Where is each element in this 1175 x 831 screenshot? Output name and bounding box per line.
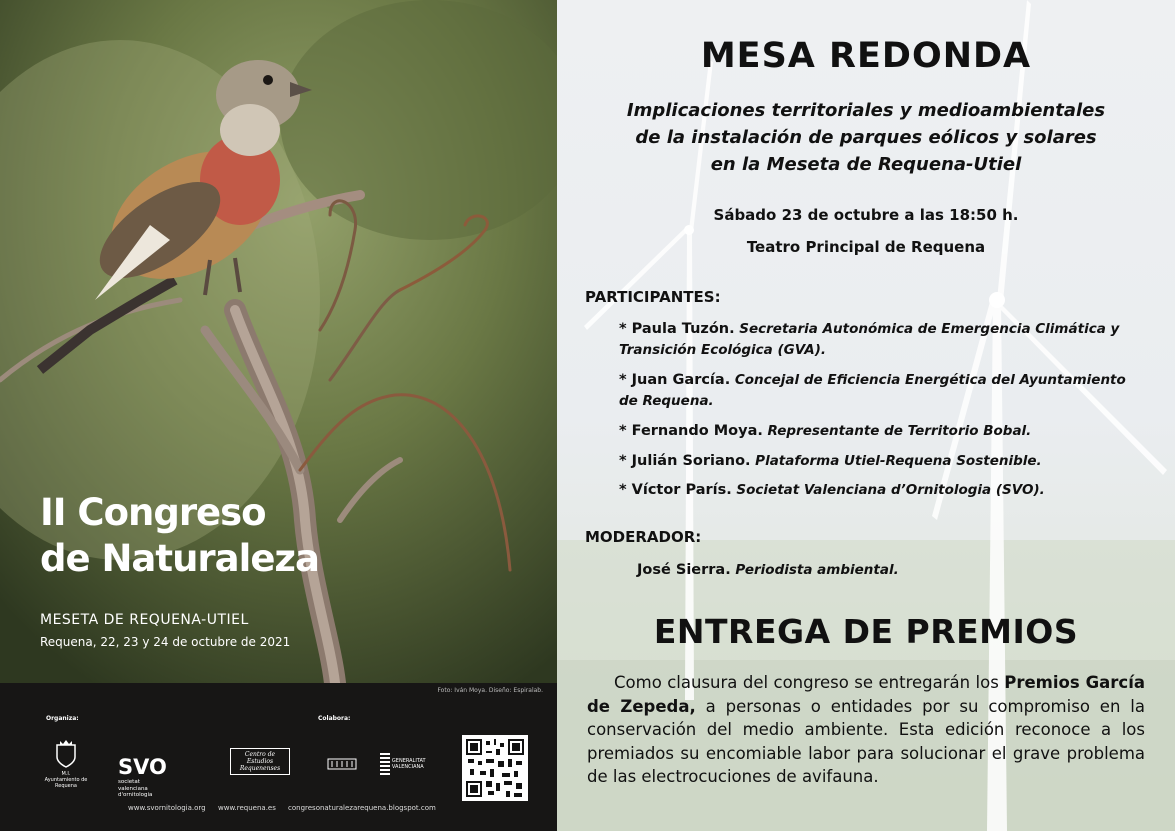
svo-mark: SVO	[118, 755, 167, 779]
premios-description	[587, 671, 1145, 789]
centro-estudios-logo	[230, 748, 290, 775]
congress-poster	[0, 0, 557, 831]
svo-logo	[118, 755, 208, 799]
mesa-subtitle-line2: de la instalación de parques eólicos y solares	[635, 127, 1097, 148]
participant-item	[619, 480, 1139, 501]
qr-code[interactable]	[462, 735, 528, 801]
url-blog[interactable]: congresonaturalezarequena.blogspot.com	[288, 804, 436, 812]
participant-item	[619, 421, 1139, 442]
moderator-name: José Sierra.	[637, 562, 731, 578]
participant-role: Representante de Territorio Bobal.	[767, 423, 1032, 439]
colabora-logo-1	[318, 756, 366, 770]
participant-item	[619, 451, 1139, 472]
premios-title: ENTREGA DE PREMIOS	[653, 612, 1079, 651]
congress-title-line1: II Congreso	[40, 491, 266, 534]
poster-footer	[0, 683, 557, 831]
participant-role: Concejal de Eficiencia Energética del Ayuntamiento de Requena.	[619, 372, 1126, 409]
colabora-label: Colabora:	[318, 715, 351, 722]
premios-text-part1: Como clausura del congreso se entregarán los	[614, 673, 1005, 692]
ayuntamiento-logo-text: M.I. Ayuntamiento de Requena	[44, 771, 88, 789]
svo-logo-text: societat valenciana d'ornitologia	[118, 779, 153, 798]
participant-item	[619, 370, 1139, 412]
participant-name: * Fernando Moya.	[619, 423, 763, 439]
organiza-label: Organiza:	[46, 715, 79, 722]
participantes-label: PARTICIPANTES:	[585, 288, 721, 306]
photo-credit: Foto: Iván Moya. Diseño: Espiralab.	[437, 687, 543, 694]
mesa-redonda-title: MESA REDONDA	[700, 36, 1032, 76]
moderador-label: MODERADOR:	[585, 528, 702, 546]
congress-dates: Requena, 22, 23 y 24 de octubre de 2021	[40, 635, 291, 649]
participant-name: * Paula Tuzón.	[619, 321, 735, 337]
generalitat-logo-text: GENERALITAT VALENCIANA	[391, 758, 426, 770]
premios-text-part2: a personas o entidades por su compromiso en la conservación del medio ambiente. Esta edición reconoce a los premiados su encomiable labor para solucionar el grave problema de las electrocuciones de avifauna.	[587, 696, 1145, 786]
participant-item	[619, 319, 1139, 361]
moderator-role: Periodista ambiental.	[735, 562, 899, 578]
url-svo[interactable]: www.svornitologia.org	[128, 804, 206, 812]
participant-name: * Juan García.	[619, 372, 731, 388]
building-icon	[327, 756, 357, 770]
info-panel	[557, 0, 1175, 831]
url-requena[interactable]: www.requena.es	[218, 804, 276, 812]
generalitat-flag-icon	[380, 753, 390, 775]
congress-title	[40, 490, 520, 582]
participant-role: Plataforma Utiel-Requena Sostenible.	[755, 453, 1042, 469]
participant-name: * Víctor París.	[619, 482, 732, 498]
ayuntamiento-logo	[44, 739, 88, 789]
participant-name: * Julián Soriano.	[619, 453, 751, 469]
premios-name: Premios García de Zepeda,	[587, 673, 1146, 716]
qr-code-icon	[462, 735, 528, 801]
mesa-redonda-subtitle	[557, 97, 1175, 178]
event-place: Teatro Principal de Requena	[746, 238, 986, 256]
participant-role: Societat Valenciana d’Ornitologia (SVO).	[736, 482, 1045, 498]
congress-location: MESETA DE REQUENA-UTIEL	[40, 612, 249, 628]
generalitat-logo	[380, 753, 440, 775]
shield-icon	[55, 739, 77, 769]
mesa-subtitle-line3: en la Meseta de Requena-Utiel	[710, 154, 1022, 175]
mesa-subtitle-line1: Implicaciones territoriales y medioambientales	[626, 100, 1106, 121]
event-date: Sábado 23 de octubre a las 18:50 h.	[713, 206, 1019, 224]
participant-role: Secretaria Autonómica de Emergencia Climática y Transición Ecológica (GVA).	[619, 321, 1120, 358]
congress-title-line2: de Naturaleza	[40, 537, 319, 580]
centro-estudios-logo-text: Centro de Estudios Requenenses	[230, 748, 290, 775]
moderator-item	[637, 560, 1157, 581]
